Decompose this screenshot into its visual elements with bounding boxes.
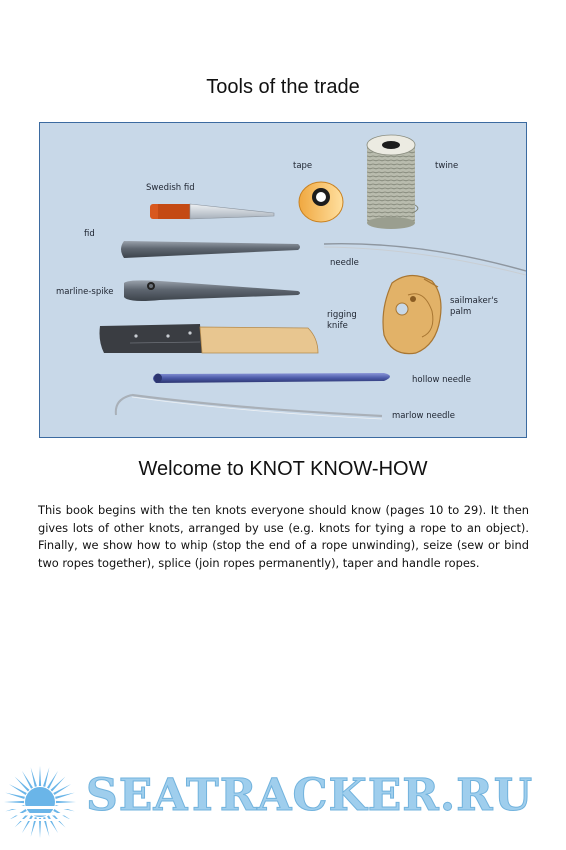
tools-illustration (39, 122, 527, 438)
label-hollow-needle: hollow needle (412, 375, 471, 385)
watermark (0, 766, 566, 846)
label-sailmakers-palm-line2: palm (450, 307, 472, 317)
intro-paragraph: This book begins with the ten knots everyone should know (pages 10 to 29). It then gives lots of other knots, arranged by use (e.g. knots for tying a rope to an object). Finally, we show how to whip (stop the end of a rope unwinding), seize (sew or bind two ropes together), splice (join ropes permanently), taper and handle ropes. (38, 503, 529, 570)
twine-icon (367, 135, 418, 229)
label-needle: needle (330, 258, 359, 268)
label-tape: tape (293, 161, 313, 171)
sun-icon (0, 766, 84, 846)
tape-icon (299, 182, 343, 222)
label-twine: twine (435, 161, 459, 171)
label-swedish-fid: Swedish fid (146, 183, 195, 193)
label-sailmakers-palm-line1: sailmaker's (450, 296, 498, 306)
label-fid: fid (84, 229, 95, 239)
rigging-knife-icon (100, 324, 319, 353)
label-marlow-needle: marlow needle (392, 411, 456, 421)
watermark-text: SEATRACKER.RU (86, 770, 534, 821)
section-heading: Welcome to KNOT KNOW-HOW (138, 458, 428, 480)
label-marline-spike: marline-spike (56, 287, 114, 297)
label-rigging-knife-line1: rigging (327, 310, 357, 320)
label-rigging-knife-line2: knife (327, 321, 348, 331)
page-title: Tools of the trade (206, 76, 360, 98)
